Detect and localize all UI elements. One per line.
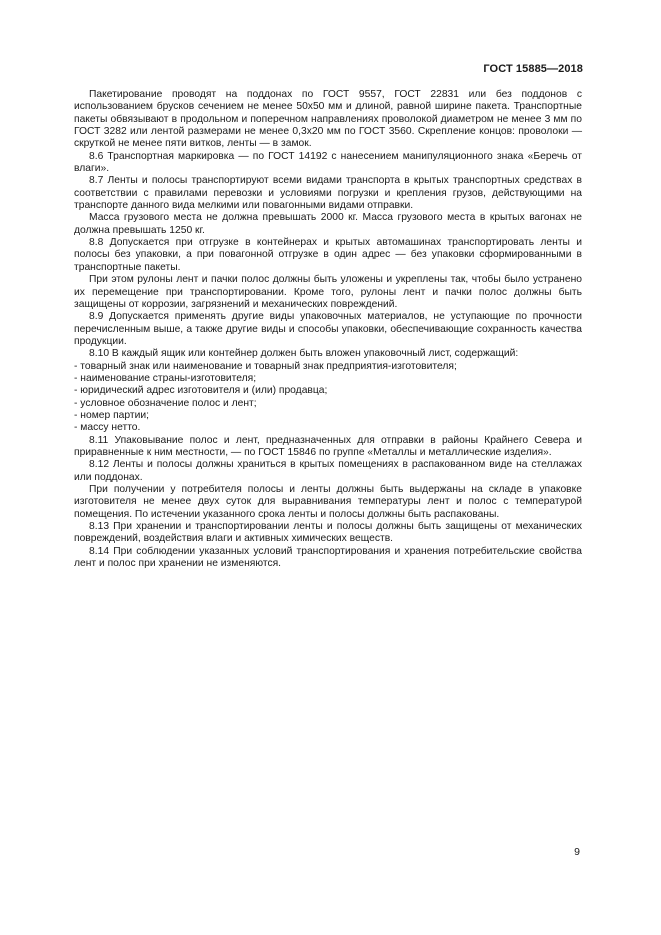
page-number: 9 bbox=[574, 846, 580, 858]
paragraph: При этом рулоны лент и пачки полос должны быть уложены и укреплены так, чтобы было устранено их перемещение при транспортировании. Кроме того, рулоны лент и пачки полос должны быть защищены от коррозии, загрязнений и механических повреждений. bbox=[74, 274, 582, 310]
list-item: - номер партии; bbox=[74, 409, 149, 421]
paragraph: 8.8 Допускается при отгрузке в контейнерах и крытых автомашинах транспортировать ленты и полосы без упаковки, а при повагонной отгрузке в один адрес — без упаковки сформированными в транспортные пакеты. bbox=[74, 237, 582, 273]
paragraph: При получении у потребителя полосы и ленты должны быть выдержаны на складе в упаковке изготовителя не менее двух суток для выравнивания температуры лент и полос с температурой помещения. По истечении указанного срока ленты и полосы должны быть распакованы. bbox=[74, 484, 582, 520]
list-item: - массу нетто. bbox=[74, 422, 141, 434]
document-header: ГОСТ 15885—2018 bbox=[483, 63, 583, 75]
paragraph: 8.6 Транспортная маркировка — по ГОСТ 14192 с нанесением манипуляционного знака «Беречь от влаги». bbox=[74, 150, 582, 175]
paragraph: 8.14 При соблюдении указанных условий транспортирования и хранения потребительские свойства лент и полос при хранении не изменяются. bbox=[74, 545, 582, 570]
document-body bbox=[74, 89, 582, 570]
list-item: - юридический адрес изготовителя и (или) продавца; bbox=[74, 385, 328, 397]
paragraph: 8.11 Упаковывание полос и лент, предназначенных для отправки в районы Крайнего Севера и приравненные к ним местности, — по ГОСТ 15846 по группе «Металлы и металлические изделия». bbox=[74, 434, 582, 458]
paragraph: Масса грузового места не должна превышать 2000 кг. Масса грузового места в крытых вагонах не должна превышать 1250 кг. bbox=[74, 212, 582, 236]
paragraph: 8.7 Ленты и полосы транспортируют всеми видами транспорта в крытых транспортных средствах в соответствии с правилами перевозки и условиями погрузки и крепления грузов, действующими на транспорте данного вида мелкими или повагонными видами отправки. bbox=[74, 175, 582, 212]
paragraph: Пакетирование проводят на поддонах по ГОСТ 9557, ГОСТ 22831 или без поддонов с использованием брусков сечением не менее 50х50 мм и длиной, равной ширине пакета. Транспортные пакеты обвязывают в продольном и поперечном направлениях проволокой диаметром не менее 3 мм по ГОСТ 3282 или лентой размерами не менее 0,3х20 мм по ГОСТ 3560. Скрепление концов: проволоки — скруткой не менее пяти витков, ленты — в замок. bbox=[74, 89, 582, 150]
paragraph: 8.9 Допускается применять другие виды упаковочных материалов, не уступающие по прочности перечисленным выше, а также другие виды и способы упаковки, обеспечивающие сохранность качества продукции. bbox=[74, 311, 582, 347]
list-item: - наименование страны-изготовителя; bbox=[74, 372, 257, 384]
paragraph: 8.13 При хранении и транспортировании ленты и полосы должны быть защищены от механических повреждений, воздействия влаги и активных химических веществ. bbox=[74, 521, 582, 545]
list-item: - товарный знак или наименование и товарный знак предприятия-изготовителя; bbox=[74, 360, 457, 372]
list-item: - условное обозначение полос и лент; bbox=[74, 397, 257, 409]
paragraph: 8.12 Ленты и полосы должны храниться в крытых помещениях в распакованном виде на стеллажах или поддонах. bbox=[74, 459, 582, 483]
paragraph: 8.10 В каждый ящик или контейнер должен быть вложен упаковочный лист, содержащий: bbox=[89, 348, 519, 360]
